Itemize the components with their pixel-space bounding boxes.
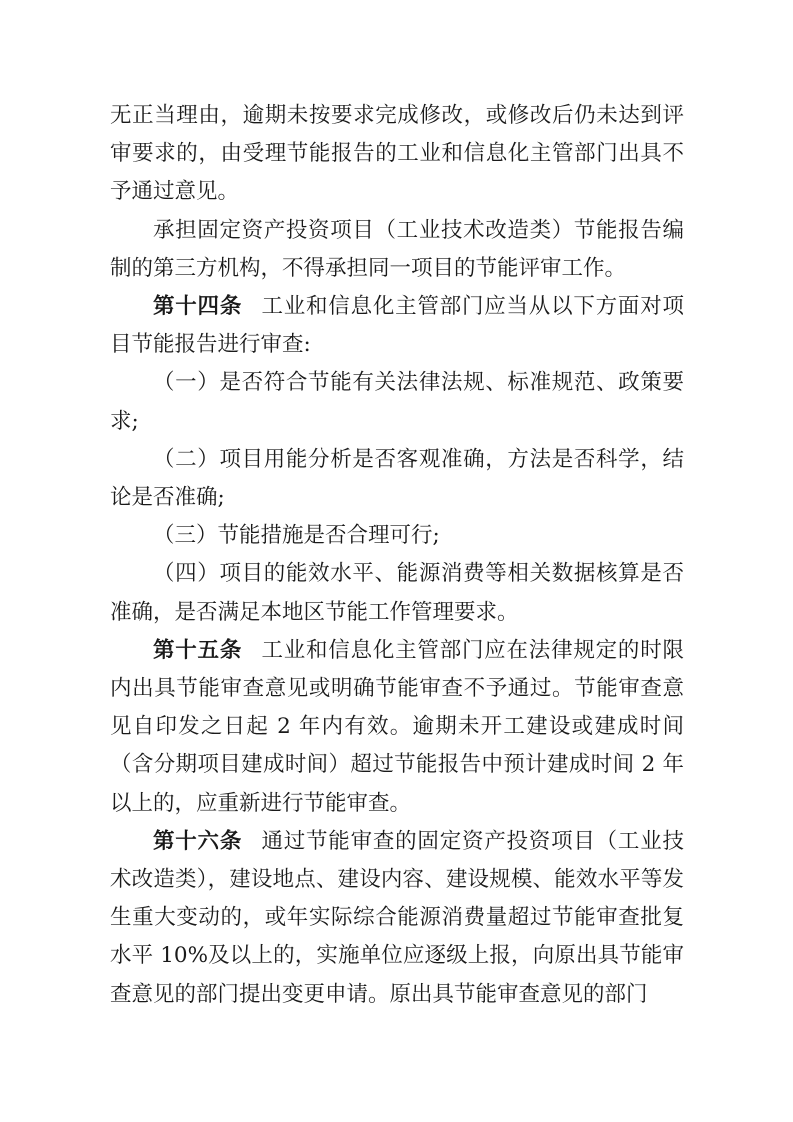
article-16 (110, 823, 684, 1014)
article-14 (110, 288, 684, 364)
paragraph-text: （一）是否符合节能有关法律法规、标准规范、政策要求; (110, 370, 684, 434)
paragraph-continuation (110, 97, 684, 212)
article-heading: 第十六条 (153, 828, 243, 854)
paragraph-text: 通过节能审查的固定资产投资项目（工业技术改造类），建设地点、建设内容、建设规模、能效水平等发生重大变动的，或年实际综合能源消费量超过节能审查批复水平 10%及以上的，实施单位应逐级上报，向原出具节能审查意见的部门提出变更申请。原出具节能审查意见的部门 (110, 828, 684, 1007)
paragraph-text: 工业和信息化主管部门应当从以下方面对项目节能报告进行审查: (110, 294, 684, 358)
list-item-2 (110, 441, 684, 517)
paragraph-text: 工业和信息化主管部门应在法律规定的时限内出具节能审查意见或明确节能审查不予通过。节能审查意见自印发之日起 2 年内有效。逾期未开工建设或建成时间（含分期项目建成时间）超过节能报告中预计建成时间 2 年以上的，应重新进行节能审查。 (110, 637, 684, 816)
article-heading: 第十四条 (153, 294, 243, 320)
article-15 (110, 632, 684, 823)
paragraph-third-party (110, 212, 684, 288)
list-item-1 (110, 364, 684, 440)
paragraph-text: （三）节能措施是否合理可行; (153, 523, 440, 549)
list-item-4 (110, 555, 684, 631)
paragraph-text: （二）项目用能分析是否客观准确，方法是否科学，结论是否准确; (110, 446, 684, 511)
list-item-3 (110, 517, 684, 555)
paragraph-text: （四）项目的能效水平、能源消费等相关数据核算是否准确，是否满足本地区节能工作管理要求。 (110, 561, 684, 625)
paragraph-text: 无正当理由，逾期未按要求完成修改，或修改后仍未达到评审要求的，由受理节能报告的工业和信息化主管部门出具不予通过意见。 (110, 103, 684, 205)
paragraph-text: 承担固定资产投资项目（工业技术改造类）节能报告编制的第三方机构，不得承担同一项目的节能评审工作。 (110, 217, 684, 281)
document-body (110, 97, 684, 1014)
article-heading: 第十五条 (153, 637, 243, 663)
